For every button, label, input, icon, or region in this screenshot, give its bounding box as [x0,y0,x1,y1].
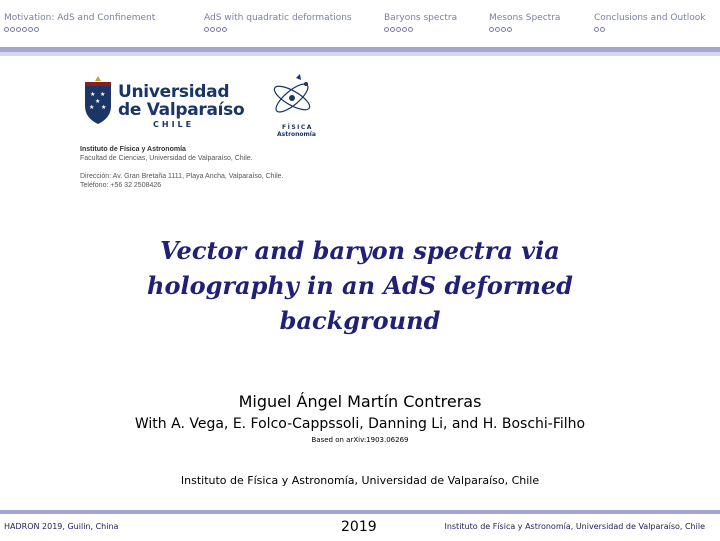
nav-dots-ads-deformations[interactable] [204,27,227,32]
nav-dots-motivation[interactable] [4,27,39,32]
footer-date: 2019 [341,519,377,535]
nav-dots-mesons[interactable] [489,27,512,32]
navigation-bar [0,0,720,38]
letterhead-address: Dirección: Av. Gran Bretaña 1111, Playa Ancha, Valparaíso, Chile. [80,173,284,180]
svg-text:★: ★ [101,104,107,111]
title-line-2: holography in an AdS deformed [147,271,573,300]
svg-text:★: ★ [89,104,95,111]
title-line-3: background [279,306,441,335]
physics-atom-icon [266,72,318,124]
author-institute: Instituto de Física y Astronomía, Universidad de Valparaíso, Chile [180,474,540,487]
letterhead-faculty: Facultad de Ciencias, Universidad de Valparaíso, Chile. [80,155,253,162]
nav-section-baryons[interactable]: Baryons spectra [384,13,458,23]
coauthors: With A. Vega, E. Folco-Cappssoli, Danning Li, and H. Boschi-Filho [134,416,586,432]
footer-conference: HADRON 2019, Guilin, China [4,522,119,531]
based-on-reference: Based on arXiv:1903.06269 [311,436,409,444]
letterhead-phone: Teléfono: +56 32 2508426 [80,182,162,189]
university-shield-icon [82,74,114,126]
letterhead-institute-name: Instituto de Física y Astronomía [80,146,186,153]
svg-text:★: ★ [90,91,96,98]
institute-letterhead [80,145,284,190]
svg-text:★: ★ [95,98,101,105]
nav-section-ads-deformations[interactable]: AdS with quadratic deformations [204,13,352,23]
nav-dots-conclusions[interactable] [594,27,605,32]
presentation-title [60,233,660,338]
university-country: CHILE [153,120,195,129]
footer-institute: Instituto de Física y Astronomía, Universidad de Valparaíso, Chile [444,522,705,531]
university-name-line2: de Valparaíso [118,100,245,120]
fisica-label: FÍSICA [282,124,313,131]
university-name-line1: Universidad [118,82,230,102]
title-line-1: Vector and baryon spectra via [160,236,560,265]
astronomia-label: Astronomía [277,131,316,138]
nav-section-conclusions[interactable]: Conclusions and Outlook [594,13,706,23]
top-divider-light [0,52,720,56]
nav-section-mesons[interactable]: Mesons Spectra [489,13,561,23]
author-name: Miguel Ángel Martín Contreras [238,392,482,411]
nav-section-motivation[interactable]: Motivation: AdS and Confinement [4,13,156,23]
svg-text:★: ★ [100,91,106,98]
nav-dots-baryons[interactable] [384,27,413,32]
